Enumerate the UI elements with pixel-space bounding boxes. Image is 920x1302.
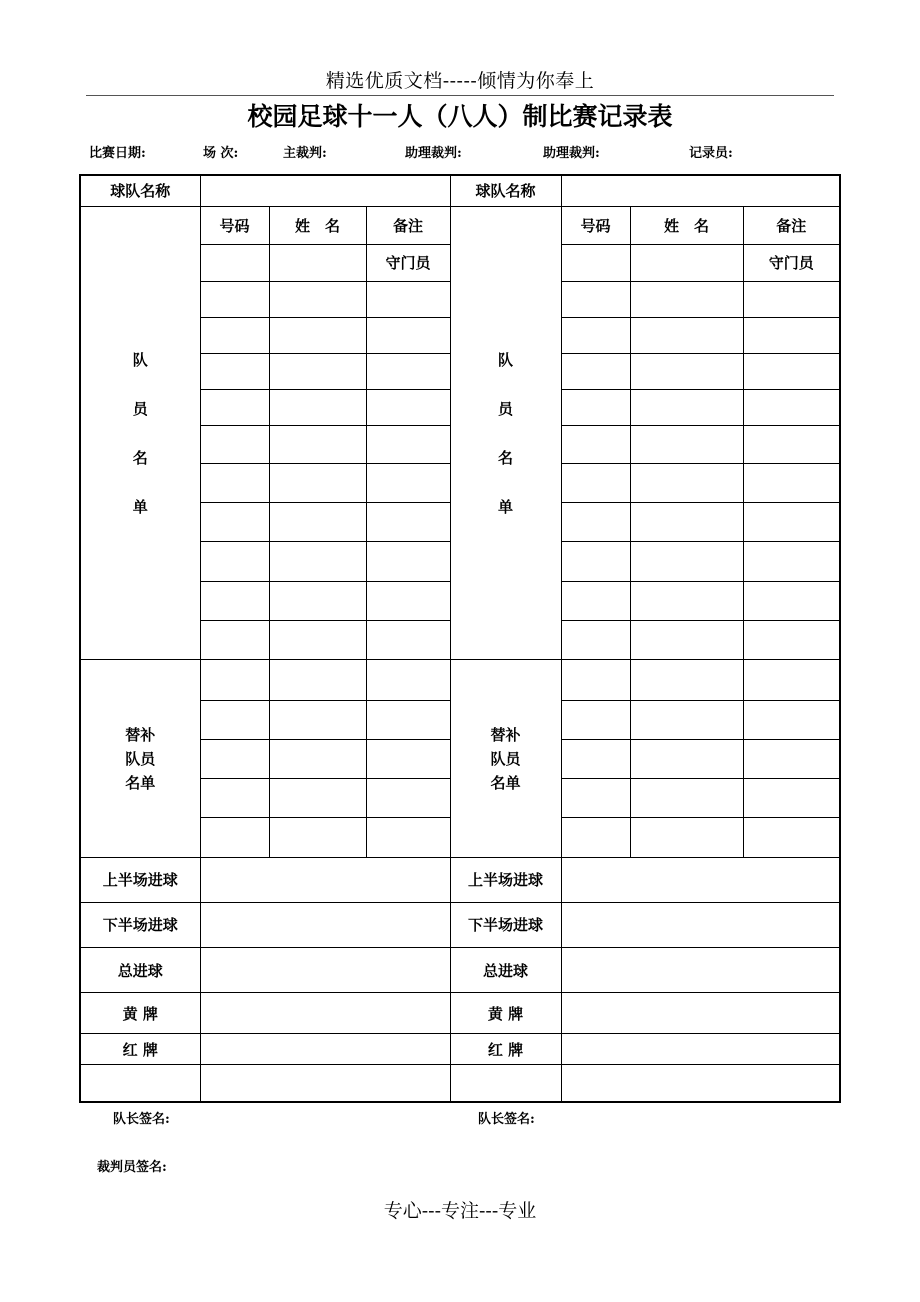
- table-cell[interactable]: [269, 621, 366, 660]
- table-cell[interactable]: [366, 542, 450, 582]
- table-cell[interactable]: [561, 621, 630, 660]
- table-cell[interactable]: [743, 660, 839, 700]
- team-a-yellow-label: 黄 牌: [81, 993, 200, 1034]
- table-cell[interactable]: [743, 778, 839, 817]
- table-cell[interactable]: [561, 353, 630, 389]
- roster-label-char: 员: [132, 400, 148, 418]
- table-cell[interactable]: [630, 817, 743, 857]
- team-a-note-header: 备注: [366, 206, 450, 244]
- subs-label-line: 名单: [125, 773, 156, 792]
- table-cell[interactable]: [561, 464, 630, 503]
- recorder-label: 记录员:: [689, 146, 733, 161]
- table-cell[interactable]: [630, 281, 743, 317]
- team-b-red-field[interactable]: [561, 1034, 839, 1065]
- team-b-first-half-label: 上半场进球: [450, 857, 561, 902]
- table-cell[interactable]: [200, 621, 269, 660]
- table-cell[interactable]: [743, 389, 839, 425]
- table-cell[interactable]: [200, 739, 269, 778]
- table-cell[interactable]: [630, 353, 743, 389]
- first-half-goals-row: [81, 857, 839, 902]
- table-cell[interactable]: [200, 425, 269, 463]
- table-cell[interactable]: [200, 817, 269, 857]
- table-cell[interactable]: [269, 700, 366, 739]
- table-cell[interactable]: [561, 582, 630, 621]
- table-cell[interactable]: [200, 1065, 450, 1101]
- team-b-name-field[interactable]: [561, 176, 839, 206]
- table-cell[interactable]: [743, 425, 839, 463]
- table-cell[interactable]: [366, 425, 450, 463]
- subs-label-line: 名单: [490, 773, 521, 792]
- table-cell[interactable]: [366, 503, 450, 542]
- table-cell[interactable]: [366, 660, 450, 700]
- team-b-goalkeeper-note: 守门员: [743, 244, 839, 281]
- table-cell[interactable]: [561, 1065, 839, 1101]
- team-a-goalkeeper-note: 守门员: [366, 244, 450, 281]
- match-date-label: 比赛日期:: [89, 146, 146, 161]
- team-a-first-half-field[interactable]: [200, 857, 450, 902]
- table-cell[interactable]: [200, 660, 269, 700]
- team-b-number-header: 号码: [561, 206, 630, 244]
- table-cell[interactable]: [630, 778, 743, 817]
- table-cell[interactable]: [743, 621, 839, 660]
- table-cell[interactable]: [630, 425, 743, 463]
- table-cell[interactable]: [269, 778, 366, 817]
- table-cell[interactable]: [269, 817, 366, 857]
- table-cell[interactable]: [630, 244, 743, 281]
- table-cell[interactable]: [743, 503, 839, 542]
- team-b-total-label: 总进球: [450, 948, 561, 993]
- team-b-name-header: 姓 名: [630, 206, 743, 244]
- team-a-second-half-field[interactable]: [200, 902, 450, 947]
- team-a-name-field[interactable]: [200, 176, 450, 206]
- table-cell[interactable]: [366, 739, 450, 778]
- team-a-yellow-field[interactable]: [200, 993, 450, 1034]
- record-table: [81, 176, 839, 1101]
- second-half-goals-row: [81, 902, 839, 947]
- header-divider: [86, 95, 834, 96]
- table-cell[interactable]: [561, 778, 630, 817]
- table-cell[interactable]: [630, 317, 743, 353]
- table-cell[interactable]: [200, 353, 269, 389]
- table-cell[interactable]: [630, 389, 743, 425]
- team-a-captain-signature-label: 队长签名:: [113, 1112, 170, 1127]
- table-cell[interactable]: [366, 464, 450, 503]
- table-cell[interactable]: [561, 542, 630, 582]
- table-cell[interactable]: [743, 464, 839, 503]
- team-name-row: [81, 176, 839, 206]
- table-cell[interactable]: [630, 542, 743, 582]
- main-referee-label: 主裁判:: [283, 146, 327, 161]
- table-cell[interactable]: [561, 389, 630, 425]
- table-cell[interactable]: [630, 700, 743, 739]
- subs-label-line: 替补: [125, 725, 156, 744]
- table-cell[interactable]: [366, 582, 450, 621]
- team-a-red-label: 红 牌: [81, 1034, 200, 1065]
- blank-row: [81, 1065, 839, 1101]
- subs-label-line: 队员: [490, 749, 521, 768]
- table-cell[interactable]: [561, 281, 630, 317]
- table-cell[interactable]: [200, 464, 269, 503]
- match-round-label: 场 次:: [203, 146, 239, 161]
- header-note: 精选优质文档-----倾情为你奉上: [325, 70, 595, 92]
- table-cell[interactable]: [630, 621, 743, 660]
- team-b-yellow-field[interactable]: [561, 993, 839, 1034]
- roster-label-char: 队: [132, 351, 148, 369]
- table-cell[interactable]: [743, 582, 839, 621]
- table-cell[interactable]: [743, 817, 839, 857]
- team-a-total-label: 总进球: [81, 948, 200, 993]
- roster-label-char: 单: [132, 498, 148, 516]
- table-cell[interactable]: [561, 660, 630, 700]
- yellow-card-row: [81, 993, 839, 1034]
- table-cell[interactable]: [630, 503, 743, 542]
- team-a-subs-label-cell: [81, 660, 200, 857]
- table-cell[interactable]: [200, 582, 269, 621]
- table-cell[interactable]: [269, 582, 366, 621]
- table-cell[interactable]: [269, 244, 366, 281]
- table-cell[interactable]: [743, 700, 839, 739]
- table-cell[interactable]: [366, 353, 450, 389]
- table-cell[interactable]: [269, 739, 366, 778]
- team-b-note-header: 备注: [743, 206, 839, 244]
- table-cell[interactable]: [200, 503, 269, 542]
- team-a-total-field[interactable]: [200, 948, 450, 993]
- table-cell[interactable]: [561, 739, 630, 778]
- table-cell[interactable]: [561, 700, 630, 739]
- table-cell[interactable]: [630, 582, 743, 621]
- table-cell[interactable]: [366, 317, 450, 353]
- table-cell[interactable]: [366, 621, 450, 660]
- match-meta-row: [0, 142, 920, 162]
- team-a-red-field[interactable]: [200, 1034, 450, 1065]
- table-cell[interactable]: [269, 317, 366, 353]
- team-b-roster-label-cell: [450, 206, 561, 660]
- referee-signature-label: 裁判员签名:: [97, 1160, 167, 1175]
- team-b-second-half-label: 下半场进球: [450, 902, 561, 947]
- table-cell[interactable]: [743, 542, 839, 582]
- team-a-roster-label-cell: [81, 206, 200, 660]
- team-a-first-half-label: 上半场进球: [81, 857, 200, 902]
- table-cell[interactable]: [269, 353, 366, 389]
- column-header-row: [81, 206, 839, 244]
- table-cell[interactable]: [200, 778, 269, 817]
- table-cell[interactable]: [366, 778, 450, 817]
- team-b-name-label: 球队名称: [450, 176, 561, 206]
- table-cell[interactable]: [561, 244, 630, 281]
- roster-label-char: 名: [498, 449, 514, 467]
- table-cell[interactable]: [200, 244, 269, 281]
- table-cell[interactable]: [561, 817, 630, 857]
- table-cell[interactable]: [366, 700, 450, 739]
- table-cell[interactable]: [630, 464, 743, 503]
- team-b-captain-signature-label: 队长签名:: [478, 1112, 535, 1127]
- table-cell[interactable]: [269, 542, 366, 582]
- subs-label-line: 队员: [125, 749, 156, 768]
- table-cell[interactable]: [366, 389, 450, 425]
- assistant-referee-1-label: 助理裁判:: [405, 146, 462, 161]
- team-b-yellow-label: 黄 牌: [450, 993, 561, 1034]
- roster-label-char: 员: [498, 400, 514, 418]
- team-b-red-label: 红 牌: [450, 1034, 561, 1065]
- footer-text: 专心---专注---专业: [383, 1200, 537, 1222]
- assistant-referee-2-label: 助理裁判:: [543, 146, 600, 161]
- table-cell[interactable]: [200, 281, 269, 317]
- table-cell[interactable]: [743, 353, 839, 389]
- page-title: 校园足球十一人（八人）制比赛记录表: [247, 102, 673, 131]
- table-row: [81, 660, 839, 700]
- table-cell[interactable]: [366, 817, 450, 857]
- table-cell[interactable]: [366, 281, 450, 317]
- roster-label-char: 名: [132, 449, 148, 467]
- table-cell[interactable]: [450, 1065, 561, 1101]
- table-cell[interactable]: [630, 660, 743, 700]
- team-b-first-half-field[interactable]: [561, 857, 839, 902]
- subs-label-line: 替补: [490, 725, 521, 744]
- table-cell[interactable]: [743, 317, 839, 353]
- table-cell[interactable]: [200, 700, 269, 739]
- red-card-row: [81, 1034, 839, 1065]
- table-cell[interactable]: [269, 425, 366, 463]
- table-cell[interactable]: [269, 503, 366, 542]
- table-cell[interactable]: [269, 281, 366, 317]
- team-b-total-field[interactable]: [561, 948, 839, 993]
- table-cell[interactable]: [200, 542, 269, 582]
- table-cell[interactable]: [200, 317, 269, 353]
- table-cell[interactable]: [561, 317, 630, 353]
- roster-label-char: 单: [498, 498, 514, 516]
- table-cell[interactable]: [743, 281, 839, 317]
- table-cell[interactable]: [561, 503, 630, 542]
- table-cell[interactable]: [269, 464, 366, 503]
- table-cell[interactable]: [269, 389, 366, 425]
- roster-label-char: 队: [498, 351, 514, 369]
- total-goals-row: [81, 948, 839, 993]
- team-a-name-label: 球队名称: [81, 176, 200, 206]
- table-cell[interactable]: [630, 739, 743, 778]
- team-b-subs-label-cell: [450, 660, 561, 857]
- table-cell[interactable]: [81, 1065, 200, 1101]
- team-a-number-header: 号码: [200, 206, 269, 244]
- team-a-name-header: 姓 名: [269, 206, 366, 244]
- table-cell[interactable]: [269, 660, 366, 700]
- team-b-second-half-field[interactable]: [561, 902, 839, 947]
- table-cell[interactable]: [561, 425, 630, 463]
- team-a-second-half-label: 下半场进球: [81, 902, 200, 947]
- record-sheet: [79, 174, 841, 1103]
- table-cell[interactable]: [743, 739, 839, 778]
- table-cell[interactable]: [200, 389, 269, 425]
